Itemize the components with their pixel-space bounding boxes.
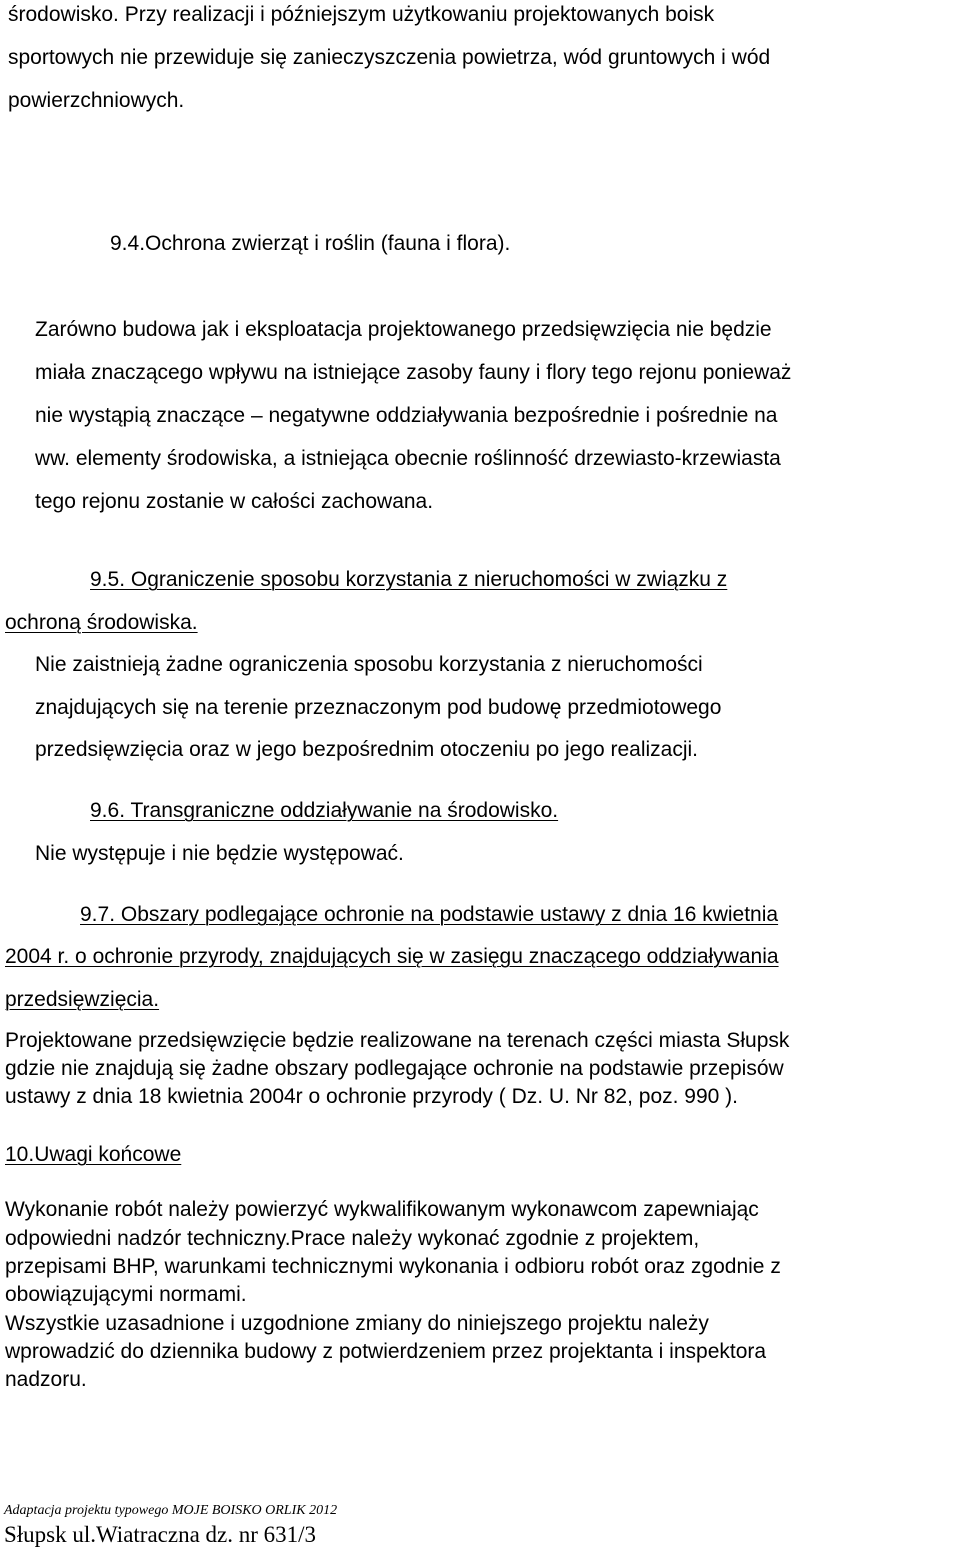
s10-line-4: obowiązującymi normami. (5, 1283, 247, 1306)
s94-line-5: tego rejonu zostanie w całości zachowana. (35, 490, 434, 513)
section-9-6-heading: 9.6. Transgraniczne oddziaływanie na środowisko. (90, 799, 559, 822)
s94-line-2: miała znaczącego wpływu na istniejące zasoby fauny i flory tego rejonu ponieważ (35, 361, 792, 384)
intro-line-2: sportowych nie przewiduje się zanieczyszczenia powietrza, wód gruntowych i wód (8, 46, 771, 69)
section-10-heading: 10.Uwagi końcowe (5, 1143, 182, 1166)
s94-line-4: ww. elementy środowiska, a istniejąca obecnie roślinność drzewiasto-krzewiasta (35, 447, 781, 470)
section-9-7-heading-line-3: przedsięwzięcia. (5, 988, 160, 1011)
s94-line-1: Zarówno budowa jak i eksploatacja projektowanego przedsięwzięcia nie będzie (35, 318, 772, 341)
s94-line-3: nie wystąpią znaczące – negatywne oddziaływania bezpośrednie i pośrednie na (35, 404, 778, 427)
s96-line-1: Nie występuje i nie będzie występować. (35, 842, 404, 865)
s95-line-2: znajdujących się na terenie przeznaczonym pod budowę przedmiotowego (35, 696, 722, 719)
section-9-7-heading-line-1: 9.7. Obszary podlegające ochronie na podstawie ustawy z dnia 16 kwietnia (80, 903, 779, 926)
s97-line-1: Projektowane przedsięwzięcie będzie realizowane na terenach części miasta Słupsk (5, 1029, 790, 1052)
s10-line-1: Wykonanie robót należy powierzyć wykwalifikowanym wykonawcom zapewniając (5, 1198, 759, 1221)
s10-line-5: Wszystkie uzasadnione i uzgodnione zmiany do niniejszego projektu należy (5, 1312, 709, 1335)
section-9-4-heading: 9.4.Ochrona zwierząt i roślin (fauna i flora). (110, 232, 511, 255)
s97-line-3: ustawy z dnia 18 kwietnia 2004r o ochronie przyrody ( Dz. U. Nr 82, poz. 990 ). (5, 1085, 739, 1108)
section-9-7-heading-line-2: 2004 r. o ochronie przyrody, znajdujących się w zasięgu znaczącego oddziaływania (5, 945, 779, 968)
footer-address: Słupsk ul.Wiatraczna dz. nr 631/3 (4, 1522, 317, 1547)
section-9-5-heading-line-2: ochroną środowiska. (5, 611, 198, 634)
s95-line-1: Nie zaistnieją żadne ograniczenia sposobu korzystania z nieruchomości (35, 653, 703, 676)
intro-line-1: środowisko. Przy realizacji i późniejszym użytkowaniu projektowanych boisk (8, 3, 715, 26)
s10-line-2: odpowiedni nadzór techniczny.Prace należy wykonać zgodnie z projektem, (5, 1227, 700, 1250)
s10-line-6: wprowadzić do dziennika budowy z potwierdzeniem przez projektanta i inspektora (5, 1340, 767, 1363)
footer-project-name: Adaptacja projektu typowego MOJE BOISKO ORLIK 2012 (4, 1503, 338, 1518)
s95-line-3: przedsięwzięcia oraz w jego bezpośrednim otoczeniu po jego realizacji. (35, 738, 699, 761)
s10-line-7: nadzoru. (5, 1368, 87, 1391)
section-9-5-heading-line-1: 9.5. Ograniczenie sposobu korzystania z nieruchomości w związku z (90, 568, 728, 591)
s97-line-2: gdzie nie znajdują się żadne obszary podlegające ochronie na podstawie przepisów (5, 1057, 784, 1080)
s10-line-3: przepisami BHP, warunkami technicznymi wykonania i odbioru robót oraz zgodnie z (5, 1255, 781, 1278)
intro-line-3: powierzchniowych. (8, 89, 185, 112)
